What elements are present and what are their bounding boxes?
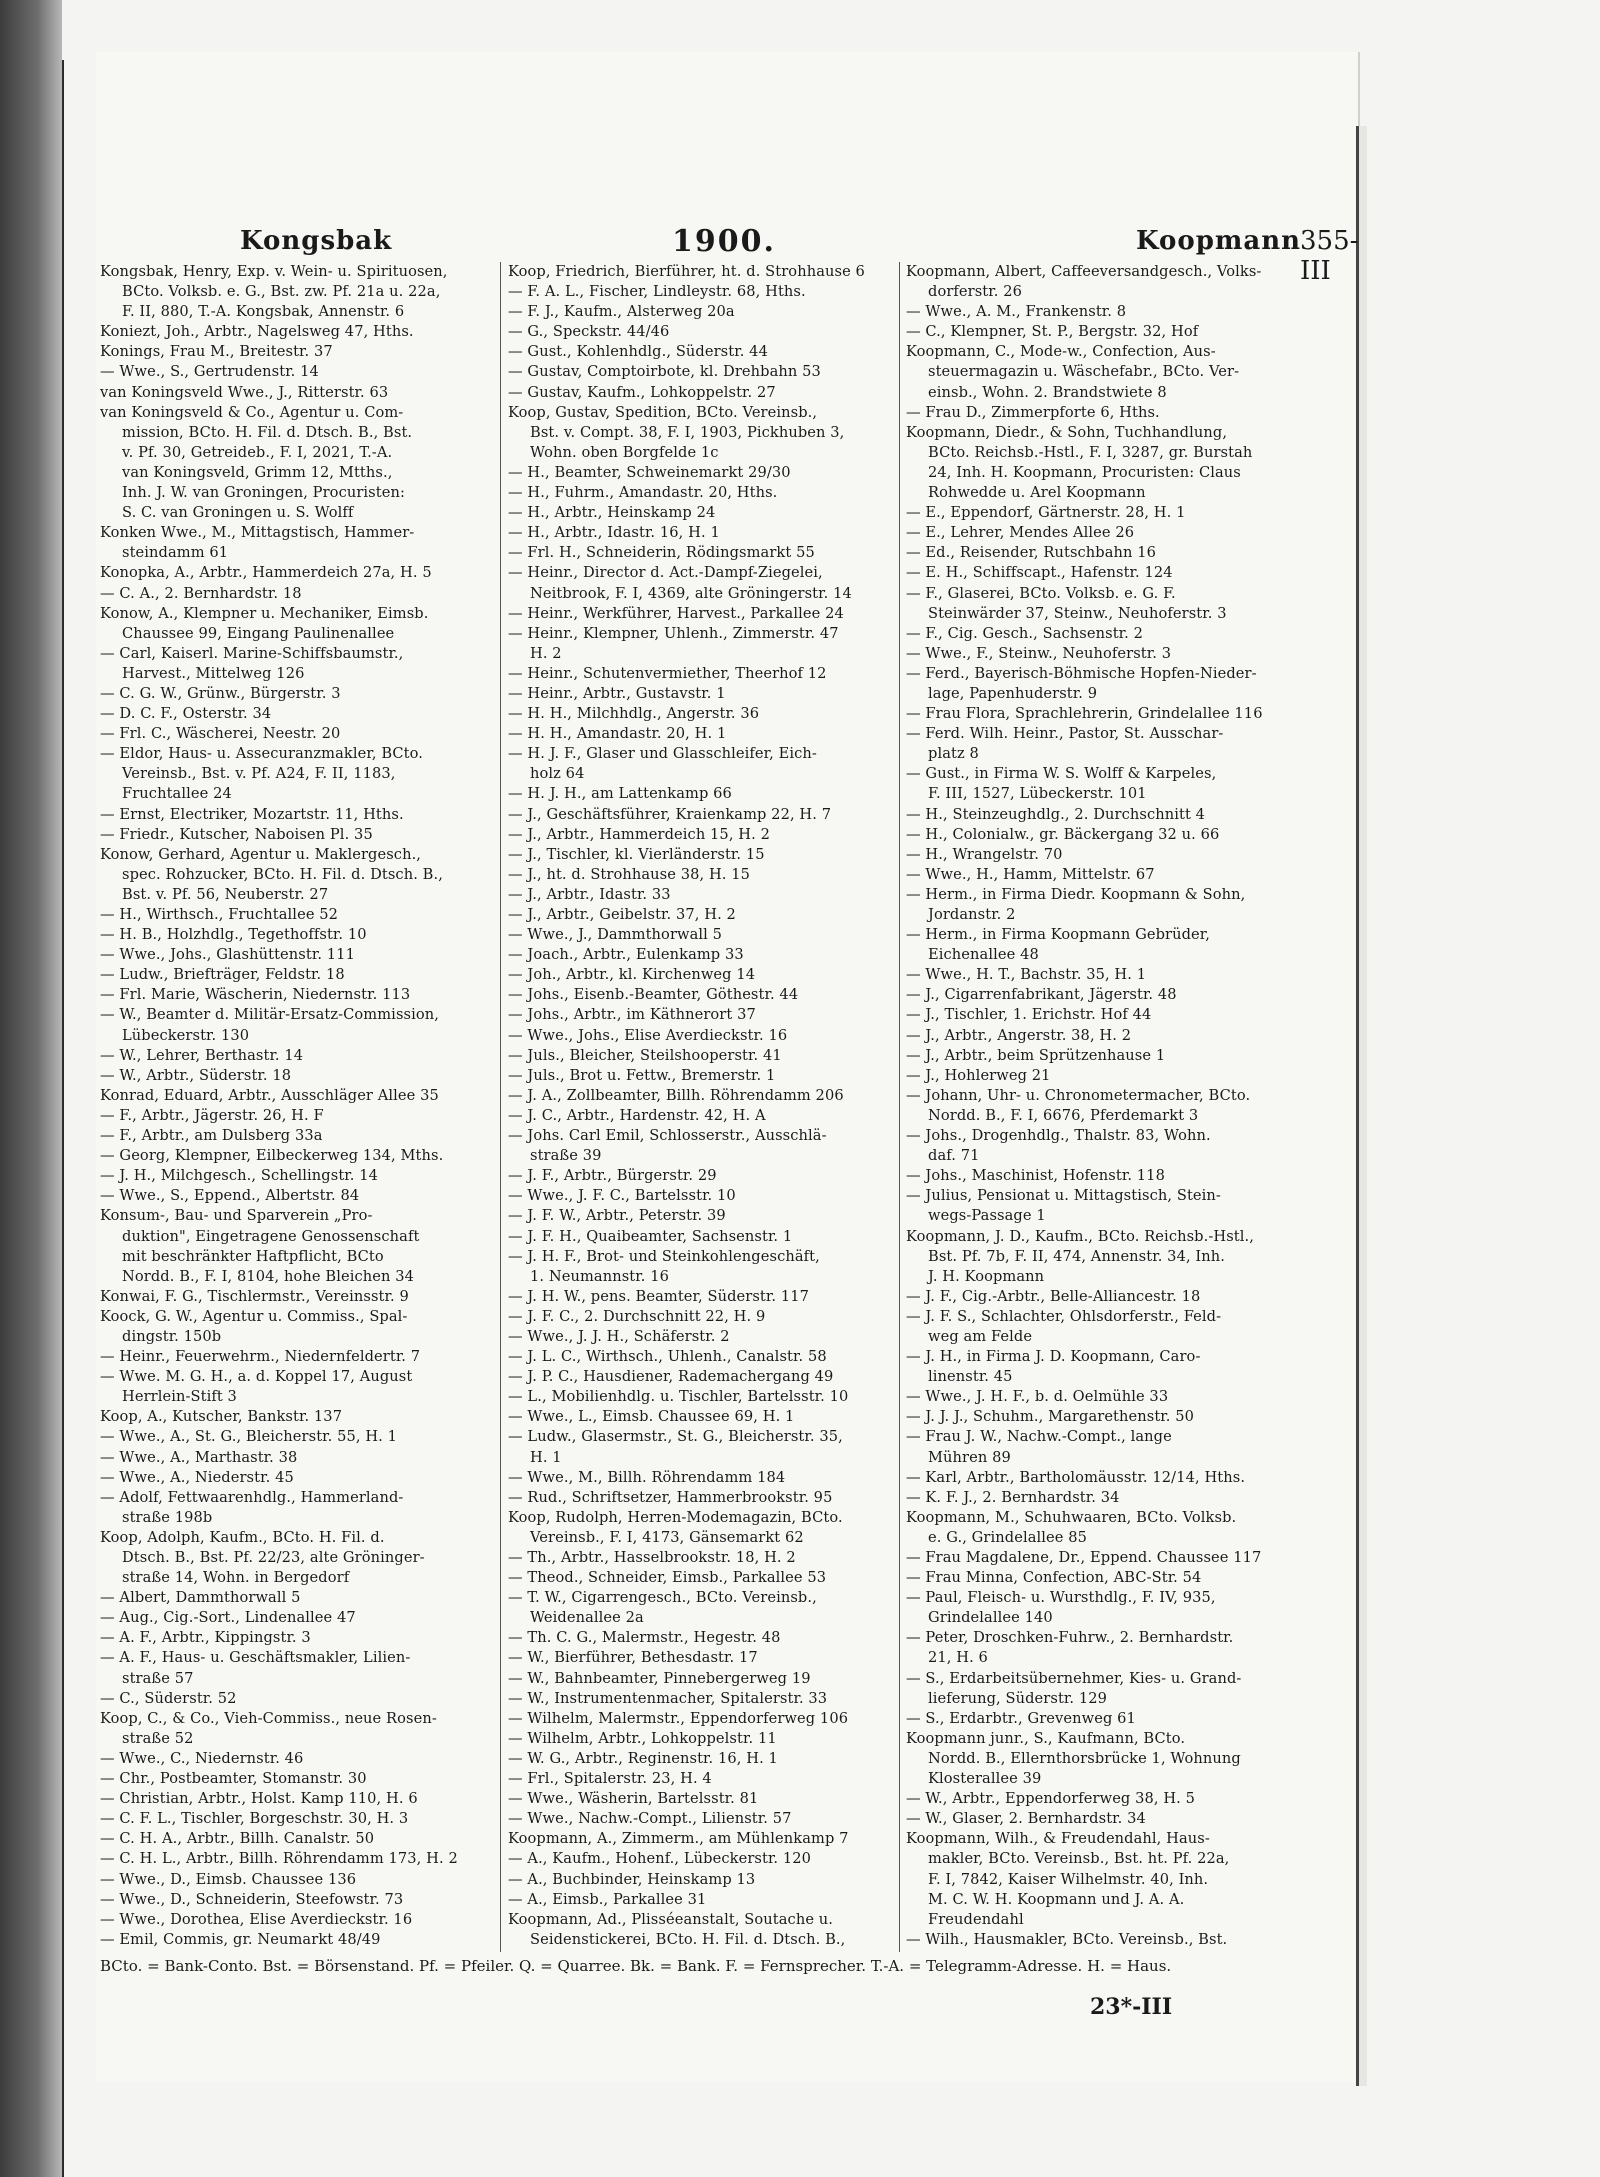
- directory-entry-line: Konwai, F. G., Tischlermstr., Vereinsstr. 9: [100, 1287, 409, 1305]
- directory-entry-line: Koopmann, M., Schuhwaaren, BCto. Volksb.: [906, 1508, 1237, 1526]
- directory-entry-line: — Ludw., Glasermstr., St. G., Bleicherstr. 35,: [508, 1428, 843, 1446]
- directory-entry-line: Koniezt, Joh., Arbtr., Nagelsweg 47, Hths.: [100, 323, 414, 341]
- directory-entry-line: Koop, Friedrich, Bierführer, ht. d. Strohhause 6: [508, 263, 865, 280]
- directory-entry-line: — F. A. L., Fischer, Lindleystr. 68, Hths.: [508, 283, 806, 301]
- directory-entry-line: van Koningsveld, Grimm 12, Mtths.,: [122, 463, 393, 481]
- directory-entry-line: — Frau J. W., Nachw.-Compt., lange: [906, 1428, 1172, 1446]
- directory-entry-line: — Frl. H., Schneiderin, Rödingsmarkt 55: [508, 544, 815, 562]
- directory-entry-line: 21, H. 6: [928, 1649, 988, 1667]
- directory-entry-line: — Frau D., Zimmerpforte 6, Hths.: [906, 403, 1160, 421]
- directory-entry-line: — F. J., Kaufm., Alsterweg 20a: [508, 303, 735, 321]
- directory-entry-line: Fruchtallee 24: [122, 785, 232, 803]
- directory-entry-line: — Georg, Klempner, Eilbeckerweg 134, Mths.: [100, 1147, 444, 1165]
- directory-entry-line: Koock, G. W., Agentur u. Commiss., Spal-: [100, 1307, 408, 1325]
- directory-entry-line: duktion", Eingetragene Genossenschaft: [122, 1227, 420, 1245]
- directory-entry-line: BCto. Volksb. e. G., Bst. zw. Pf. 21a u. 22a,: [122, 283, 441, 301]
- directory-entry-line: — Frl. C., Wäscherei, Neestr. 20: [100, 725, 341, 743]
- directory-entry-line: — H., Arbtr., Idastr. 16, H. 1: [508, 524, 720, 542]
- directory-entry-line: e. G., Grindelallee 85: [928, 1528, 1088, 1546]
- directory-entry-line: — Ludw., Briefträger, Feldstr. 18: [100, 966, 345, 984]
- directory-entry-line: — Ferd. Wilh. Heinr., Pastor, St. Ausschar-: [906, 725, 1224, 743]
- directory-entry-line: mission, BCto. H. Fil. d. Dtsch. B., Bst.: [122, 423, 413, 441]
- directory-entry-line: — Rud., Schriftsetzer, Hammerbrookstr. 95: [508, 1488, 833, 1506]
- directory-entry-line: — Eldor, Haus- u. Assecuranzmakler, BCto.: [100, 745, 424, 763]
- directory-entry-line: Eichenallee 48: [928, 946, 1039, 964]
- directory-entry-line: — J. L. C., Wirthsch., Uhlenh., Canalstr. 58: [508, 1348, 827, 1366]
- directory-entry-line: — J. A., Zollbeamter, Billh. Röhrendamm 206: [508, 1086, 844, 1104]
- directory-entry-line: Kongsbak, Henry, Exp. v. Wein- u. Spirituosen,: [100, 263, 448, 280]
- signature-mark: 23*-III: [1090, 1994, 1173, 2020]
- directory-entry-line: — H. J. F., Glaser und Glasschleifer, Eich-: [508, 745, 817, 763]
- directory-entry-line: straße 52: [122, 1729, 194, 1747]
- directory-entry-line: — J., Geschäftsführer, Kraienkamp 22, H. 7: [508, 805, 832, 823]
- column-divider: [500, 262, 501, 1952]
- directory-entry-line: Seidenstickerei, BCto. H. Fil. d. Dtsch. B.,: [530, 1930, 846, 1948]
- directory-entry-line: — E., Eppendorf, Gärtnerstr. 28, H. 1: [906, 504, 1186, 522]
- directory-entry-line: Freudendahl: [928, 1910, 1024, 1928]
- directory-entry-line: — J. H. F., Brot- und Steinkohlengeschäft,: [508, 1247, 820, 1265]
- directory-entry-line: — H., Wrangelstr. 70: [906, 845, 1063, 863]
- directory-entry-line: — Paul, Fleisch- u. Wursthdlg., F. IV, 935,: [906, 1589, 1216, 1607]
- directory-entry-line: — W., Bahnbeamter, Pinnebergerweg 19: [508, 1669, 811, 1687]
- directory-entry-line: — W., Instrumentenmacher, Spitalerstr. 33: [508, 1689, 828, 1707]
- directory-entry-line: Konsum-, Bau- und Sparverein „Pro-: [100, 1207, 373, 1225]
- directory-entry-line: Koopmann, A., Zimmerm., am Mühlenkamp 7: [508, 1830, 849, 1848]
- directory-entry-line: — J. H., Milchgesch., Schellingstr. 14: [100, 1167, 379, 1185]
- directory-entry-line: S. C. van Groningen u. S. Wolff: [122, 504, 354, 522]
- directory-entry-line: — Wwe., H. T., Bachstr. 35, H. 1: [906, 966, 1147, 984]
- directory-entry-line: — Gust., Kohlenhdlg., Süderstr. 44: [508, 343, 768, 361]
- directory-entry-line: dingstr. 150b: [122, 1327, 222, 1345]
- directory-entry-line: — Wilhelm, Malermstr., Eppendorferweg 106: [508, 1709, 849, 1727]
- directory-entry-line: — Ed., Reisender, Rutschbahn 16: [906, 544, 1157, 562]
- directory-entry-line: — W., Bierführer, Bethesdastr. 17: [508, 1649, 758, 1667]
- directory-entry-line: — E. H., Schiffscapt., Hafenstr. 124: [906, 564, 1173, 582]
- book-binding-shadow: [0, 0, 62, 2177]
- directory-entry-line: — Wwe., J. F. C., Bartelsstr. 10: [508, 1187, 736, 1205]
- directory-entry-line: Konow, Gerhard, Agentur u. Maklergesch.,: [100, 845, 422, 863]
- directory-entry-line: — W., Lehrer, Berthastr. 14: [100, 1046, 304, 1064]
- directory-entry-line: Koop, C., & Co., Vieh-Commiss., neue Rosen-: [100, 1709, 437, 1727]
- page-edge: [1356, 126, 1367, 2086]
- directory-entry-line: — J. F. H., Quaibeamter, Sachsenstr. 1: [508, 1227, 793, 1245]
- page-number: 355-III: [1300, 226, 1359, 286]
- directory-entry-line: Konken Wwe., M., Mittagstisch, Hammer-: [100, 524, 415, 542]
- directory-entry-line: weg am Felde: [928, 1327, 1033, 1345]
- directory-entry-line: — Wwe., A. M., Frankenstr. 8: [906, 303, 1127, 321]
- directory-entry-line: — D. C. F., Osterstr. 34: [100, 705, 272, 723]
- directory-entry-line: — J. F., Cig.-Arbtr., Belle-Alliancestr. 18: [906, 1287, 1201, 1305]
- directory-entry-line: Koopmann junr., S., Kaufmann, BCto.: [906, 1729, 1186, 1747]
- directory-entry-line: — J. F. W., Arbtr., Peterstr. 39: [508, 1207, 726, 1225]
- directory-entry-line: — Wwe., A., Marthastr. 38: [100, 1448, 298, 1466]
- directory-entry-line: — Ferd., Bayerisch-Böhmische Hopfen-Nieder-: [906, 664, 1257, 682]
- directory-entry-line: — Herm., in Firma Koopmann Gebrüder,: [906, 926, 1210, 944]
- directory-entry-line: — E., Lehrer, Mendes Allee 26: [906, 524, 1135, 542]
- directory-entry-line: — C., Süderstr. 52: [100, 1689, 237, 1707]
- directory-entry-line: — Johs., Eisenb.-Beamter, Göthestr. 44: [508, 986, 799, 1004]
- directory-entry-line: van Koningsveld & Co., Agentur u. Com-: [100, 403, 404, 421]
- directory-entry-line: H. 1: [530, 1448, 562, 1466]
- directory-entry-line: Bst. v. Pf. 56, Neuberstr. 27: [122, 885, 329, 903]
- directory-entry-line: Koopmann, Wilh., & Freudendahl, Haus-: [906, 1830, 1210, 1848]
- directory-entry-line: — J. P. C., Hausdiener, Rademachergang 49: [508, 1368, 834, 1386]
- directory-entry-line: — Wwe., Johs., Elise Averdieckstr. 16: [508, 1026, 788, 1044]
- directory-entry-line: Klosterallee 39: [928, 1770, 1042, 1788]
- directory-entry-line: — Johs. Carl Emil, Schlosserstr., Ausschlä-: [508, 1127, 827, 1145]
- directory-entry-line: — Wwe., Wäsherin, Bartelsstr. 81: [508, 1790, 759, 1808]
- directory-entry-line: 1. Neumannstr. 16: [530, 1267, 669, 1285]
- directory-entry-line: F. III, 1527, Lübeckerstr. 101: [928, 785, 1147, 803]
- directory-entry-line: — H. H., Milchhdlg., Angerstr. 36: [508, 705, 760, 723]
- directory-entry-line: Wohn. oben Borgfelde 1c: [530, 443, 719, 461]
- directory-entry-line: Koop, Gustav, Spedition, BCto. Vereinsb.,: [508, 403, 818, 421]
- directory-entry-line: Neitbrook, F. I, 4369, alte Gröningerstr. 14: [530, 584, 852, 602]
- directory-entry-line: Rohwedde u. Arel Koopmann: [928, 484, 1146, 502]
- directory-entry-line: — Juls., Bleicher, Steilshooperstr. 41: [508, 1046, 782, 1064]
- directory-entry-line: — J., Arbtr., Angerstr. 38, H. 2: [906, 1026, 1132, 1044]
- directory-entry-line: — H. H., Amandastr. 20, H. 1: [508, 725, 727, 743]
- directory-entry-line: — J. C., Arbtr., Hardenstr. 42, H. A: [508, 1106, 766, 1124]
- directory-entry-line: Mühren 89: [928, 1448, 1011, 1466]
- directory-entry-line: straße 57: [122, 1669, 194, 1687]
- header-last-entry: Koopmann: [1136, 226, 1302, 256]
- directory-entry-line: — Emil, Commis, gr. Neumarkt 48/49: [100, 1930, 381, 1948]
- directory-entry-line: H. 2: [530, 644, 562, 662]
- directory-entry-line: — C. H. L., Arbtr., Billh. Röhrendamm 173, H. 2: [100, 1850, 458, 1868]
- directory-entry-line: — J., ht. d. Strohhause 38, H. 15: [508, 865, 751, 883]
- directory-entry-line: F. II, 880, T.-A. Kongsbak, Annenstr. 6: [122, 303, 405, 321]
- directory-entry-line: Koop, A., Kutscher, Bankstr. 137: [100, 1408, 343, 1426]
- directory-entry-line: — C., Klempner, St. P., Bergstr. 32, Hof: [906, 323, 1199, 341]
- directory-entry-line: Inh. J. W. van Groningen, Procuristen:: [122, 484, 405, 502]
- directory-entry-line: — J., Tischler, kl. Vierländerstr. 15: [508, 845, 765, 863]
- directory-entry-line: — Wwe., L., Eimsb. Chaussee 69, H. 1: [508, 1408, 795, 1426]
- directory-entry-line: Nordd. B., Ellernthorsbrücke 1, Wohnung: [928, 1749, 1241, 1767]
- directory-entry-line: — W. G., Arbtr., Reginenstr. 16, H. 1: [508, 1749, 778, 1767]
- directory-entry-line: — Heinr., Werkführer, Harvest., Parkallee 24: [508, 604, 844, 622]
- directory-entry-line: mit beschränkter Haftpflicht, BCto: [122, 1247, 384, 1265]
- directory-entry-line: Dtsch. B., Bst. Pf. 22/23, alte Gröninger-: [122, 1549, 425, 1566]
- directory-entry-line: Harvest., Mittelweg 126: [122, 664, 305, 682]
- directory-entry-line: linenstr. 45: [928, 1368, 1013, 1386]
- directory-entry-line: — Wwe., M., Billh. Röhrendamm 184: [508, 1468, 786, 1486]
- directory-entry-line: — A., Eimsb., Parkallee 31: [508, 1890, 707, 1908]
- directory-entry-line: — F., Glaserei, BCto. Volksb. e. G. F.: [906, 584, 1176, 602]
- directory-entry-line: — Wwe., J. H. F., b. d. Oelmühle 33: [906, 1388, 1169, 1406]
- directory-entry-line: — F., Arbtr., am Dulsberg 33a: [100, 1127, 323, 1145]
- directory-entry-line: — Albert, Dammthorwall 5: [100, 1589, 301, 1607]
- directory-entry-line: — Carl, Kaiserl. Marine-Schiffsbaumstr.,: [100, 644, 404, 662]
- directory-entry-line: — C. G. W., Grünw., Bürgerstr. 3: [100, 684, 341, 702]
- directory-entry-line: Koopmann, J. D., Kaufm., BCto. Reichsb.-Hstl.,: [906, 1227, 1255, 1245]
- directory-entry-line: — J., Hohlerweg 21: [906, 1066, 1051, 1084]
- directory-entry-line: — H., Beamter, Schweinemarkt 29/30: [508, 463, 791, 481]
- directory-entry-line: — T. W., Cigarrengesch., BCto. Vereinsb.,: [508, 1589, 817, 1607]
- directory-entry-line: Konopka, A., Arbtr., Hammerdeich 27a, H. 5: [100, 564, 432, 582]
- directory-entry-line: Nordd. B., F. I, 6676, Pferdemarkt 3: [928, 1106, 1199, 1124]
- directory-entry-line: Koop, Rudolph, Herren-Modemagazin, BCto.: [508, 1508, 843, 1526]
- directory-entry-line: — H. B., Holzhdlg., Tegethoffstr. 10: [100, 926, 367, 944]
- directory-entry-line: — J., Arbtr., beim Sprützenhause 1: [906, 1046, 1166, 1064]
- directory-entry-line: — W., Beamter d. Militär-Ersatz-Commission,: [100, 1006, 440, 1024]
- directory-entry-line: Weidenallee 2a: [530, 1609, 644, 1627]
- entries-column-1: [100, 262, 490, 1950]
- directory-entry-line: — Wwe., A., St. G., Bleicherstr. 55, H. 1: [100, 1428, 398, 1446]
- directory-entry-line: — Juls., Brot u. Fettw., Bremerstr. 1: [508, 1066, 776, 1084]
- directory-entry-line: — A. F., Arbtr., Kippingstr. 3: [100, 1629, 311, 1647]
- directory-entry-line: — J., Tischler, 1. Erichstr. Hof 44: [906, 1006, 1152, 1024]
- directory-entry-line: — Gustav, Comptoirbote, kl. Drehbahn 53: [508, 363, 821, 381]
- entries-column-2: [508, 262, 898, 1950]
- directory-entry-line: Vereinsb., F. I, 4173, Gänsemarkt 62: [530, 1528, 804, 1546]
- directory-entry-line: — Wwe., Dorothea, Elise Averdieckstr. 16: [100, 1910, 413, 1928]
- directory-entry-line: 24, Inh. H. Koopmann, Procuristen: Claus: [928, 463, 1241, 481]
- directory-entry-line: — Wwe., D., Schneiderin, Steefowstr. 73: [100, 1890, 404, 1908]
- directory-entry-line: — W., Arbtr., Süderstr. 18: [100, 1066, 292, 1084]
- directory-entry-line: — Th. C. G., Malermstr., Hegestr. 48: [508, 1629, 781, 1647]
- directory-entry-line: — Johs., Drogenhdlg., Thalstr. 83, Wohn.: [906, 1127, 1211, 1145]
- directory-entry-line: Nordd. B., F. I, 8104, hohe Bleichen 34: [122, 1267, 414, 1285]
- directory-entry-line: — F., Arbtr., Jägerstr. 26, H. F: [100, 1106, 324, 1124]
- column-divider: [899, 262, 900, 1952]
- directory-entry-line: — Heinr., Director d. Act.-Dampf-Ziegelei,: [508, 564, 823, 582]
- directory-entry-line: einsb., Wohn. 2. Brandstwiete 8: [928, 383, 1167, 401]
- directory-entry-line: — W., Glaser, 2. Bernhardstr. 34: [906, 1810, 1146, 1828]
- directory-entry-line: — Gustav, Kaufm., Lohkoppelstr. 27: [508, 383, 776, 401]
- book-spine-line: [62, 60, 64, 2177]
- directory-entry-line: — F., Cig. Gesch., Sachsenstr. 2: [906, 624, 1144, 642]
- directory-entry-line: Koopmann, Ad., Plisséeanstalt, Soutache u.: [508, 1910, 834, 1928]
- directory-entry-line: J. H. Koopmann: [928, 1267, 1045, 1285]
- directory-entry-line: — Th., Arbtr., Hasselbrookstr. 18, H. 2: [508, 1549, 796, 1566]
- directory-entry-line: — Johs., Arbtr., im Käthnerort 37: [508, 1006, 756, 1024]
- directory-entry-line: — Wwe., H., Hamm, Mittelstr. 67: [906, 865, 1155, 883]
- directory-entry-line: — H., Steinzeughdlg., 2. Durchschnitt 4: [906, 805, 1206, 823]
- directory-entry-line: — H. J. H., am Lattenkamp 66: [508, 785, 732, 803]
- directory-entry-line: Herrlein-Stift 3: [122, 1388, 237, 1406]
- directory-entry-line: steuermagazin u. Wäschefabr., BCto. Ver-: [928, 363, 1240, 381]
- directory-entry-line: — A., Buchbinder, Heinskamp 13: [508, 1870, 756, 1888]
- directory-entry-line: — Adolf, Fettwaarenhdlg., Hammerland-: [100, 1488, 404, 1506]
- directory-entry-line: — H., Fuhrm., Amandastr. 20, Hths.: [508, 484, 778, 502]
- directory-entry-line: — J., Arbtr., Idastr. 33: [508, 885, 671, 903]
- directory-entry-line: — A. F., Haus- u. Geschäftsmakler, Lilien-: [100, 1649, 411, 1667]
- abbreviation-legend: BCto. = Bank-Conto. Bst. = Börsenstand. Pf. = Pfeiler. Q. = Quarree. Bk. = Bank. F. = Fernsprecher. T.-A. = Telegramm-Adresse. H. = Haus.: [100, 1957, 1172, 1975]
- directory-entry-line: — J., Arbtr., Hammerdeich 15, H. 2: [508, 825, 770, 843]
- directory-entry-line: Konrad, Eduard, Arbtr., Ausschläger Allee 35: [100, 1086, 439, 1104]
- directory-entry-line: — Frau Minna, Confection, ABC-Str. 54: [906, 1569, 1202, 1587]
- directory-entry-line: — Wilh., Hausmakler, BCto. Vereinsb., Bst.: [906, 1930, 1228, 1948]
- directory-entry-line: — K. F. J., 2. Bernhardstr. 34: [906, 1488, 1120, 1506]
- directory-entry-line: — Peter, Droschken-Fuhrw., 2. Bernhardstr.: [906, 1629, 1234, 1647]
- directory-entry-line: — Theod., Schneider, Eimsb., Parkallee 53: [508, 1569, 827, 1587]
- directory-entry-line: — Aug., Cig.-Sort., Lindenallee 47: [100, 1609, 356, 1627]
- directory-entry-line: makler, BCto. Vereinsb., Bst. ht. Pf. 22a,: [928, 1850, 1230, 1868]
- directory-entry-line: — J. H. W., pens. Beamter, Süderstr. 117: [508, 1287, 810, 1305]
- directory-entry-line: — C. F. L., Tischler, Borgeschstr. 30, H. 3: [100, 1810, 409, 1828]
- directory-entry-line: — Wwe. M. G. H., a. d. Koppel 17, August: [100, 1368, 413, 1386]
- directory-entry-line: — Gust., in Firma W. S. Wolff & Karpeles,: [906, 765, 1217, 783]
- directory-entry-line: — Frau Magdalene, Dr., Eppend. Chaussee 117: [906, 1549, 1262, 1566]
- directory-entry-line: wegs-Passage 1: [928, 1207, 1046, 1225]
- header-first-entry: Kongsbak: [240, 226, 393, 256]
- directory-entry-line: dorferstr. 26: [928, 283, 1022, 301]
- directory-entry-line: Jordanstr. 2: [928, 906, 1016, 923]
- directory-entry-line: — H., Arbtr., Heinskamp 24: [508, 504, 716, 522]
- directory-entry-line: — Wwe., S., Eppend., Albertstr. 84: [100, 1187, 360, 1205]
- directory-entry-line: — J. F. C., 2. Durchschnitt 22, H. 9: [508, 1307, 766, 1325]
- directory-entry-line: — H., Wirthsch., Fruchtallee 52: [100, 906, 339, 923]
- header-year: 1900.: [672, 224, 776, 259]
- directory-entry-line: — Wilhelm, Arbtr., Lohkoppelstr. 11: [508, 1729, 777, 1747]
- directory-entry-line: — Heinr., Schutenvermiether, Theerhof 12: [508, 664, 827, 682]
- directory-entry-line: — Heinr., Feuerwehrm., Niedernfeldertr. 7: [100, 1348, 421, 1366]
- directory-entry-line: — C. A., 2. Bernhardstr. 18: [100, 584, 302, 602]
- directory-entry-line: platz 8: [928, 745, 979, 763]
- directory-entry-line: lage, Papenhuderstr. 9: [928, 684, 1098, 702]
- directory-entry-line: — A., Kaufm., Hohenf., Lübeckerstr. 120: [508, 1850, 812, 1868]
- directory-entry-line: — Wwe., D., Eimsb. Chaussee 136: [100, 1870, 357, 1888]
- directory-entry-line: — Wwe., Nachw.-Compt., Lilienstr. 57: [508, 1810, 792, 1828]
- directory-entry-line: Chaussee 99, Eingang Paulinenallee: [122, 624, 395, 642]
- directory-entry-line: straße 14, Wohn. in Bergedorf: [122, 1569, 350, 1587]
- directory-entry-line: — Wwe., J., Dammthorwall 5: [508, 926, 723, 944]
- directory-entry-line: Lübeckerstr. 130: [122, 1026, 250, 1044]
- directory-entry-line: — Frl., Spitalerstr. 23, H. 4: [508, 1770, 712, 1788]
- directory-entry-line: — Joach., Arbtr., Eulenkamp 33: [508, 946, 744, 964]
- directory-entry-line: lieferung, Süderstr. 129: [928, 1689, 1108, 1707]
- directory-entry-line: — J. J. J., Schuhm., Margarethenstr. 50: [906, 1408, 1195, 1426]
- directory-entry-line: — Chr., Postbeamter, Stomanstr. 30: [100, 1770, 367, 1788]
- directory-entry-line: — Wwe., C., Niedernstr. 46: [100, 1749, 304, 1767]
- directory-entry-line: — Friedr., Kutscher, Naboisen Pl. 35: [100, 825, 373, 843]
- directory-entry-line: daf. 71: [928, 1147, 980, 1165]
- directory-entry-line: — Johann, Uhr- u. Chronometermacher, BCto.: [906, 1086, 1251, 1104]
- directory-entry-line: — Ernst, Electriker, Mozartstr. 11, Hths.: [100, 805, 404, 823]
- directory-entry-line: straße 198b: [122, 1508, 213, 1526]
- directory-entry-line: spec. Rohzucker, BCto. H. Fil. d. Dtsch. B.,: [122, 865, 443, 883]
- directory-entry-line: Koopmann, C., Mode-w., Confection, Aus-: [906, 343, 1216, 361]
- directory-entry-line: — Frl. Marie, Wäscherin, Niedernstr. 113: [100, 986, 411, 1004]
- directory-entry-line: — Karl, Arbtr., Bartholomäusstr. 12/14, Hths.: [906, 1468, 1246, 1486]
- directory-entry-line: Vereinsb., Bst. v. Pf. A24, F. II, 1183,: [122, 765, 396, 783]
- directory-entry-line: straße 39: [530, 1147, 602, 1165]
- directory-entry-line: — Heinr., Arbtr., Gustavstr. 1: [508, 684, 726, 702]
- directory-entry-line: — Wwe., A., Niederstr. 45: [100, 1468, 294, 1486]
- directory-entry-line: BCto. Reichsb.-Hstl., F. I, 3287, gr. Burstah: [928, 443, 1253, 461]
- entries-column-3: [906, 262, 1298, 1950]
- directory-entry-line: van Koningsveld Wwe., J., Ritterstr. 63: [100, 383, 389, 401]
- directory-entry-line: — L., Mobilienhdlg. u. Tischler, Bartelsstr. 10: [508, 1388, 849, 1406]
- directory-entry-line: — Joh., Arbtr., kl. Kirchenweg 14: [508, 966, 756, 984]
- directory-entry-line: — H., Colonialw., gr. Bäckergang 32 u. 66: [906, 825, 1220, 843]
- directory-entry-line: steindamm 61: [122, 544, 229, 562]
- directory-entry-line: Konow, A., Klempner u. Mechaniker, Eimsb.: [100, 604, 429, 622]
- directory-entry-line: — Christian, Arbtr., Holst. Kamp 110, H. 6: [100, 1790, 418, 1808]
- directory-entry-line: holz 64: [530, 765, 585, 783]
- directory-entry-line: M. C. W. H. Koopmann und J. A. A.: [928, 1890, 1185, 1908]
- directory-entry-line: Grindelallee 140: [928, 1609, 1053, 1627]
- directory-entry-line: — Herm., in Firma Diedr. Koopmann & Sohn,: [906, 885, 1246, 903]
- directory-entry-line: Bst. v. Compt. 38, F. I, 1903, Pickhuben 3,: [530, 423, 845, 441]
- directory-entry-line: — Wwe., S., Gertrudenstr. 14: [100, 363, 319, 381]
- directory-entry-line: — Johs., Maschinist, Hofenstr. 118: [906, 1167, 1165, 1185]
- directory-entry-line: — J. H., in Firma J. D. Koopmann, Caro-: [906, 1348, 1201, 1366]
- directory-entry-line: — W., Arbtr., Eppendorferweg 38, H. 5: [906, 1790, 1196, 1808]
- directory-entry-line: — Frau Flora, Sprachlehrerin, Grindelallee 116: [906, 705, 1263, 723]
- directory-entry-line: v. Pf. 30, Getreideb., F. I, 2021, T.-A.: [122, 443, 393, 461]
- directory-entry-line: — C. H. A., Arbtr., Billh. Canalstr. 50: [100, 1830, 375, 1848]
- directory-entry-line: — J., Cigarrenfabrikant, Jägerstr. 48: [906, 986, 1177, 1004]
- directory-entry-line: F. I, 7842, Kaiser Wilhelmstr. 40, Inh.: [928, 1870, 1209, 1888]
- directory-entry-line: Steinwärder 37, Steinw., Neuhoferstr. 3: [928, 604, 1227, 622]
- directory-entry-line: Koop, Adolph, Kaufm., BCto. H. Fil. d.: [100, 1528, 385, 1546]
- directory-entry-line: — Julius, Pensionat u. Mittagstisch, Stein-: [906, 1187, 1221, 1205]
- directory-entry-line: Konings, Frau M., Breitestr. 37: [100, 343, 333, 361]
- directory-entry-line: Koopmann, Diedr., & Sohn, Tuchhandlung,: [906, 423, 1228, 441]
- directory-entry-line: — S., Erdarbeitsübernehmer, Kies- u. Grand-: [906, 1669, 1242, 1687]
- directory-entry-line: — Heinr., Klempner, Uhlenh., Zimmerstr. 47: [508, 624, 839, 642]
- directory-entry-line: Koopmann, Albert, Caffeeversandgesch., Volks-: [906, 263, 1262, 280]
- directory-entry-line: — G., Speckstr. 44/46: [508, 323, 670, 341]
- directory-entry-line: — Wwe., F., Steinw., Neuhoferstr. 3: [906, 644, 1172, 662]
- directory-entry-line: — J. F. S., Schlachter, Ohlsdorferstr., Feld-: [906, 1307, 1222, 1325]
- directory-entry-line: — S., Erdarbtr., Grevenweg 61: [906, 1709, 1136, 1727]
- directory-entry-line: — Wwe., Johs., Glashüttenstr. 111: [100, 946, 355, 964]
- directory-entry-line: Bst. Pf. 7b, F. II, 474, Annenstr. 34, Inh.: [928, 1247, 1226, 1265]
- directory-entry-line: — Wwe., J. J. H., Schäferstr. 2: [508, 1327, 730, 1345]
- directory-entry-line: — J. F., Arbtr., Bürgerstr. 29: [508, 1167, 717, 1185]
- directory-entry-line: — J., Arbtr., Geibelstr. 37, H. 2: [508, 906, 736, 923]
